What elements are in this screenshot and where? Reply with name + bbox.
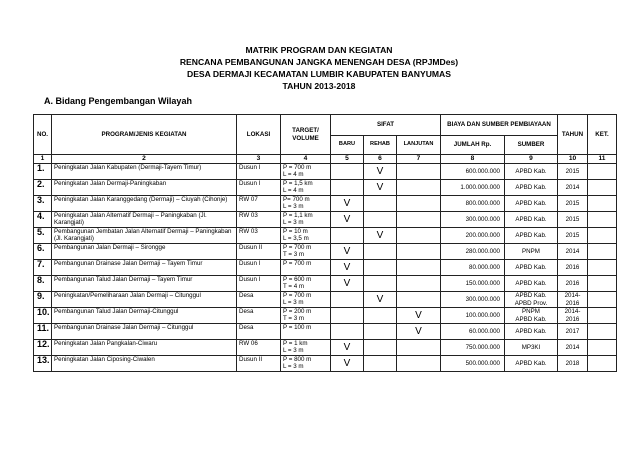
table-row: [34, 180, 617, 196]
header-sumber: SUMBER: [505, 136, 558, 155]
program-cell: Peningkatan Jalan Alternatif Dermaji – Paningkaban (Jl. Karangjati): [52, 212, 237, 228]
row-number: 13.: [34, 356, 52, 372]
row-number: 12.: [34, 340, 52, 356]
header-lanjutan: LANJUTAN: [397, 136, 441, 155]
header-ket: KET.: [588, 115, 617, 155]
table-row: [34, 356, 617, 372]
tahun-cell: 2015: [558, 212, 588, 228]
jumlah-cell: 1.000.000.000: [441, 180, 505, 196]
table-row: [34, 164, 617, 180]
lokasi-cell: RW 06: [237, 340, 281, 356]
ket-cell: [588, 196, 617, 212]
tahun-cell: 2014: [558, 340, 588, 356]
document-title: [0, 44, 638, 92]
header-jumlah: JUMLAH Rp.: [441, 136, 505, 155]
ket-cell: [588, 324, 617, 340]
lokasi-cell: Dusun I: [237, 180, 281, 196]
ket-cell: [588, 340, 617, 356]
ket-cell: [588, 180, 617, 196]
target-cell: P = 700 m L = 3 m: [281, 292, 331, 308]
rehab-cell: [364, 324, 397, 340]
ket-cell: [588, 244, 617, 260]
lanjutan-cell: [397, 276, 441, 292]
table-row: [34, 308, 617, 324]
tahun-cell: 2018: [558, 356, 588, 372]
sumber-cell: APBD Kab.: [505, 260, 558, 276]
rehab-cell: [364, 356, 397, 372]
row-number: 7.: [34, 260, 52, 276]
program-matrix-table: [33, 114, 617, 372]
jumlah-cell: 800.000.000: [441, 196, 505, 212]
lokasi-cell: Dusun II: [237, 356, 281, 372]
target-cell: P = 10 m L = 3,5 m: [281, 228, 331, 244]
baru-cell: V: [331, 356, 364, 372]
program-cell: Peningkatan Jalan Dermaji-Paningkaban: [52, 180, 237, 196]
table-row: [34, 324, 617, 340]
target-cell: P = 100 m: [281, 324, 331, 340]
baru-cell: [331, 180, 364, 196]
jumlah-cell: 500.000.000: [441, 356, 505, 372]
lokasi-cell: Desa: [237, 308, 281, 324]
target-cell: P = 700 m: [281, 260, 331, 276]
lokasi-cell: Dusun I: [237, 260, 281, 276]
title-line-1: MATRIK PROGRAM DAN KEGIATAN: [245, 45, 393, 55]
header-tahun: TAHUN: [558, 115, 588, 155]
program-cell: Pembangunan Talud Jalan Dermaji – Tayem Timur: [52, 276, 237, 292]
column-number: 1: [34, 155, 52, 164]
rehab-cell: [364, 260, 397, 276]
target-cell: P = 700 m T = 3 m: [281, 244, 331, 260]
row-number: 11.: [34, 324, 52, 340]
ket-cell: [588, 292, 617, 308]
rehab-cell: V: [364, 292, 397, 308]
row-number: 8.: [34, 276, 52, 292]
baru-cell: [331, 308, 364, 324]
row-number: 3.: [34, 196, 52, 212]
target-cell: P = 1,5 km L = 4 m: [281, 180, 331, 196]
target-cell: P = 800 m L = 3 m: [281, 356, 331, 372]
column-number: 3: [237, 155, 281, 164]
jumlah-cell: 280.000.000: [441, 244, 505, 260]
title-line-4: TAHUN 2013-2018: [282, 81, 356, 91]
rehab-cell: [364, 308, 397, 324]
column-number: 10: [558, 155, 588, 164]
jumlah-cell: 300.000.000: [441, 212, 505, 228]
title-line-3: DESA DERMAJI KECAMATAN LUMBIR KABUPATEN BANYUMAS: [186, 69, 451, 79]
target-cell: P = 200 m T = 3 m: [281, 308, 331, 324]
tahun-cell: 2015: [558, 196, 588, 212]
lanjutan-cell: [397, 340, 441, 356]
tahun-cell: 2015: [558, 228, 588, 244]
table-row: [34, 196, 617, 212]
program-cell: Peningkatan Jalan Karanggedang (Dermaji) – Ciuyah (Cihonje): [52, 196, 237, 212]
rehab-cell: [364, 196, 397, 212]
lokasi-cell: Desa: [237, 324, 281, 340]
sumber-cell: APBD Kab.: [505, 276, 558, 292]
header-sifat: SIFAT: [331, 115, 441, 136]
column-number: 8: [441, 155, 505, 164]
baru-cell: [331, 164, 364, 180]
rehab-cell: [364, 340, 397, 356]
lanjutan-cell: V: [397, 308, 441, 324]
lokasi-cell: Dusun I: [237, 276, 281, 292]
table-row: [34, 276, 617, 292]
lanjutan-cell: [397, 164, 441, 180]
baru-cell: [331, 228, 364, 244]
sumber-cell: APBD Kab.: [505, 164, 558, 180]
baru-cell: V: [331, 260, 364, 276]
sumber-cell: PNPM: [505, 244, 558, 260]
tahun-cell: 2016: [558, 276, 588, 292]
ket-cell: [588, 276, 617, 292]
baru-cell: V: [331, 340, 364, 356]
row-number: 9.: [34, 292, 52, 308]
baru-cell: [331, 324, 364, 340]
program-cell: Peningkatan Jalan Kabupaten (Dermaji-Tayem Timur): [52, 164, 237, 180]
tahun-cell: 2014- 2016: [558, 292, 588, 308]
column-number: 2: [52, 155, 237, 164]
lanjutan-cell: [397, 356, 441, 372]
ket-cell: [588, 228, 617, 244]
lanjutan-cell: [397, 212, 441, 228]
column-number: 7: [397, 155, 441, 164]
rehab-cell: [364, 276, 397, 292]
baru-cell: [331, 292, 364, 308]
lanjutan-cell: [397, 260, 441, 276]
lokasi-cell: Dusun II: [237, 244, 281, 260]
row-number: 6.: [34, 244, 52, 260]
sumber-cell: APBD Kab.: [505, 196, 558, 212]
rehab-cell: V: [364, 228, 397, 244]
rehab-cell: V: [364, 180, 397, 196]
program-cell: Pembangunan Drainase Jalan Dermaji – Citunggul: [52, 324, 237, 340]
target-cell: P = 600 m T = 4 m: [281, 276, 331, 292]
sumber-cell: APBD Kab.: [505, 180, 558, 196]
lokasi-cell: RW 03: [237, 228, 281, 244]
section-heading: A. Bidang Pengembangan Wilayah: [44, 96, 192, 106]
program-cell: Pembangunan Jembatan Jalan Alternatif Dermaji – Paningkaban (Jl. Karangjati): [52, 228, 237, 244]
tahun-cell: 2015: [558, 164, 588, 180]
sumber-cell: APBD Kab.: [505, 356, 558, 372]
row-number: 10.: [34, 308, 52, 324]
baru-cell: V: [331, 212, 364, 228]
jumlah-cell: 80.000.000: [441, 260, 505, 276]
rehab-cell: V: [364, 164, 397, 180]
lokasi-cell: RW 07: [237, 196, 281, 212]
rehab-cell: [364, 244, 397, 260]
target-cell: P = 1,1 km L = 3 m: [281, 212, 331, 228]
tahun-cell: 2014: [558, 244, 588, 260]
target-cell: P = 1 km L = 3 m: [281, 340, 331, 356]
column-number: 5: [331, 155, 364, 164]
lanjutan-cell: [397, 244, 441, 260]
row-number: 1.: [34, 164, 52, 180]
program-cell: Pembangunan Drainase Jalan Dermaji – Tayem Timur: [52, 260, 237, 276]
column-number-row: [34, 155, 617, 164]
header-baru: BARU: [331, 136, 364, 155]
program-cell: Peningkatan Jalan Ciposing-Ciwalen: [52, 356, 237, 372]
jumlah-cell: 750.000.000: [441, 340, 505, 356]
ket-cell: [588, 308, 617, 324]
sumber-cell: PNPM APBD Kab.: [505, 308, 558, 324]
sumber-cell: APBD Kab.: [505, 212, 558, 228]
lanjutan-cell: [397, 292, 441, 308]
jumlah-cell: 60.000.000: [441, 324, 505, 340]
lanjutan-cell: [397, 180, 441, 196]
jumlah-cell: 300.000.000: [441, 292, 505, 308]
column-number: 6: [364, 155, 397, 164]
header-lokasi: LOKASI: [237, 115, 281, 155]
table-row: [34, 292, 617, 308]
table-row: [34, 212, 617, 228]
lanjutan-cell: [397, 196, 441, 212]
sumber-cell: APBD Kab.: [505, 228, 558, 244]
table-body: [34, 164, 617, 372]
row-number: 2.: [34, 180, 52, 196]
table-row: [34, 244, 617, 260]
table-row: [34, 260, 617, 276]
ket-cell: [588, 212, 617, 228]
title-line-2: RENCANA PEMBANGUNAN JANGKA MENENGAH DESA (RPJMDes): [179, 57, 459, 67]
program-cell: Pembangunan Jalan Dermaji – Sirongge: [52, 244, 237, 260]
sumber-cell: APBD Kab. APBD Prov.: [505, 292, 558, 308]
rehab-cell: [364, 212, 397, 228]
column-number: 9: [505, 155, 558, 164]
program-cell: Pembangunan Talud Jalan Dermaji-Citunggul: [52, 308, 237, 324]
baru-cell: V: [331, 244, 364, 260]
lanjutan-cell: [397, 228, 441, 244]
header-target: TARGET/ VOLUME: [281, 115, 331, 155]
tahun-cell: 2014: [558, 180, 588, 196]
jumlah-cell: 150.000.000: [441, 276, 505, 292]
jumlah-cell: 200.000.000: [441, 228, 505, 244]
target-cell: P= 700 m L = 3 m: [281, 196, 331, 212]
jumlah-cell: 100.000.000: [441, 308, 505, 324]
tahun-cell: 2016: [558, 260, 588, 276]
baru-cell: V: [331, 196, 364, 212]
column-number: 4: [281, 155, 331, 164]
lokasi-cell: Desa: [237, 292, 281, 308]
baru-cell: V: [331, 276, 364, 292]
row-number: 5.: [34, 228, 52, 244]
table-row: [34, 340, 617, 356]
tahun-cell: 2017: [558, 324, 588, 340]
program-cell: Peningkatan/Pemeliharaan Jalan Dermaji – Citunggul: [52, 292, 237, 308]
jumlah-cell: 600.000.000: [441, 164, 505, 180]
sumber-cell: MP3KI: [505, 340, 558, 356]
ket-cell: [588, 356, 617, 372]
header-rehab: REHAB: [364, 136, 397, 155]
header-no: NO.: [34, 115, 52, 155]
header-biaya: BIAYA DAN SUMBER PEMBIAYAAN: [441, 115, 558, 136]
row-number: 4.: [34, 212, 52, 228]
sumber-cell: APBD Kab.: [505, 324, 558, 340]
ket-cell: [588, 164, 617, 180]
column-number: 11: [588, 155, 617, 164]
table-row: [34, 228, 617, 244]
header-program: PROGRAM/JENIS KEGIATAN: [52, 115, 237, 155]
lokasi-cell: RW 03: [237, 212, 281, 228]
program-cell: Peningkatan Jalan Pangkalan-Ciwaru: [52, 340, 237, 356]
tahun-cell: 2014- 2016: [558, 308, 588, 324]
target-cell: P = 700 m L = 4 m: [281, 164, 331, 180]
lanjutan-cell: V: [397, 324, 441, 340]
lokasi-cell: Dusun I: [237, 164, 281, 180]
ket-cell: [588, 260, 617, 276]
